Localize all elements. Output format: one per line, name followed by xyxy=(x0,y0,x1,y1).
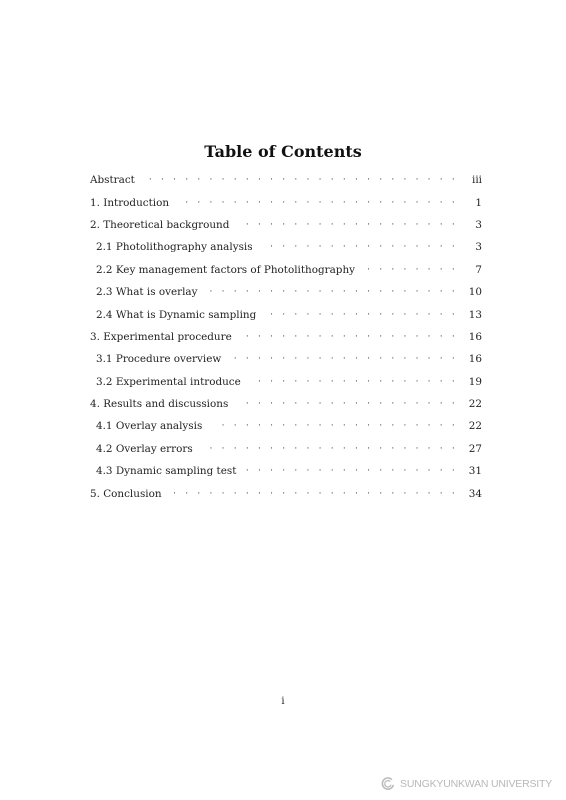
toc-entry-page: 34 xyxy=(468,487,482,500)
toc-entry-label: 3. Experimental procedure xyxy=(90,326,242,348)
toc-entry-label: 2.4 What is Dynamic sampling xyxy=(90,304,266,326)
toc-leader-dots xyxy=(246,460,458,482)
toc-leader-dots xyxy=(238,393,458,415)
toc-entry-label: 4. Results and discussions xyxy=(90,393,238,415)
toc-entry-label: 4.2 Overlay errors xyxy=(90,438,203,460)
toc-entry-page: 10 xyxy=(468,286,482,299)
toc-leader-dots xyxy=(242,326,458,348)
toc-entry-photolithography-analysis[interactable] xyxy=(90,236,482,258)
toc-entry-page: 22 xyxy=(468,398,482,411)
toc-entry-introduction[interactable] xyxy=(90,191,482,213)
toc-leader-dots xyxy=(172,483,458,505)
toc-entry-page: 3 xyxy=(475,218,482,231)
toc-entry-label: 2.1 Photolithography analysis xyxy=(90,236,263,258)
toc-entry-procedure-overview[interactable] xyxy=(90,348,482,370)
page-number: i xyxy=(281,696,285,707)
toc-leader-dots xyxy=(251,371,458,393)
toc-entry-page: 22 xyxy=(468,420,482,433)
university-logo-icon xyxy=(380,776,396,792)
toc-entry-page: 3 xyxy=(475,241,482,254)
toc-entry-label: 3.1 Procedure overview xyxy=(90,348,231,370)
toc-leader-dots xyxy=(179,192,458,214)
toc-entry-label: 3.2 Experimental introduce xyxy=(90,371,251,393)
toc-entry-page: 1 xyxy=(475,196,482,209)
page-title: Table of Contents xyxy=(204,142,362,161)
university-watermark xyxy=(380,776,552,792)
toc-entry-page: 16 xyxy=(468,330,482,343)
toc-entry-conclusion[interactable] xyxy=(90,482,482,504)
toc-entry-experimental-introduce[interactable] xyxy=(90,371,482,393)
toc-entry-page: 27 xyxy=(468,442,482,455)
toc-entry-label: 2.3 What is overlay xyxy=(90,281,207,303)
toc-entry-page: 19 xyxy=(468,375,482,388)
toc-entry-label: 5. Conclusion xyxy=(90,483,172,505)
toc-entry-page: iii xyxy=(472,174,482,187)
toc-entry-label: Abstract xyxy=(90,169,145,191)
toc-leader-dots xyxy=(266,304,458,326)
university-name: SUNGKYUNKWAN UNIVERSITY xyxy=(400,778,552,790)
toc-leader-dots xyxy=(239,214,458,236)
toc-entry-what-is-overlay[interactable] xyxy=(90,281,482,303)
toc-entry-page: 7 xyxy=(475,263,482,276)
toc-entry-abstract[interactable] xyxy=(90,169,482,191)
toc-entry-overlay-errors[interactable] xyxy=(90,438,482,460)
toc-entry-overlay-analysis[interactable] xyxy=(90,415,482,437)
toc-leader-dots xyxy=(203,438,458,460)
toc-entry-label: 2. Theoretical background xyxy=(90,214,239,236)
toc-entry-label: 4.3 Dynamic sampling test xyxy=(90,460,246,482)
toc-entry-page: 31 xyxy=(468,465,482,478)
toc-leader-dots xyxy=(145,169,458,191)
toc-entry-label: 1. Introduction xyxy=(90,192,179,214)
toc-entry-experimental-procedure[interactable] xyxy=(90,326,482,348)
toc-leader-dots xyxy=(365,259,458,281)
toc-entry-theoretical-background[interactable] xyxy=(90,214,482,236)
toc-entry-page: 13 xyxy=(468,308,482,321)
toc-entry-dynamic-sampling-test[interactable] xyxy=(90,460,482,482)
toc-entry-dynamic-sampling[interactable] xyxy=(90,303,482,325)
toc-entry-page: 16 xyxy=(468,353,482,366)
toc-entry-results-and-discussions[interactable] xyxy=(90,393,482,415)
toc-entry-key-management-factors[interactable] xyxy=(90,259,482,281)
toc-entry-label: 2.2 Key management factors of Photolithography xyxy=(90,259,365,281)
toc-leader-dots xyxy=(207,281,458,303)
toc-entry-label: 4.1 Overlay analysis xyxy=(90,415,212,437)
table-of-contents xyxy=(90,169,482,505)
toc-leader-dots xyxy=(263,236,458,258)
toc-leader-dots xyxy=(231,348,458,370)
toc-leader-dots xyxy=(212,415,458,437)
